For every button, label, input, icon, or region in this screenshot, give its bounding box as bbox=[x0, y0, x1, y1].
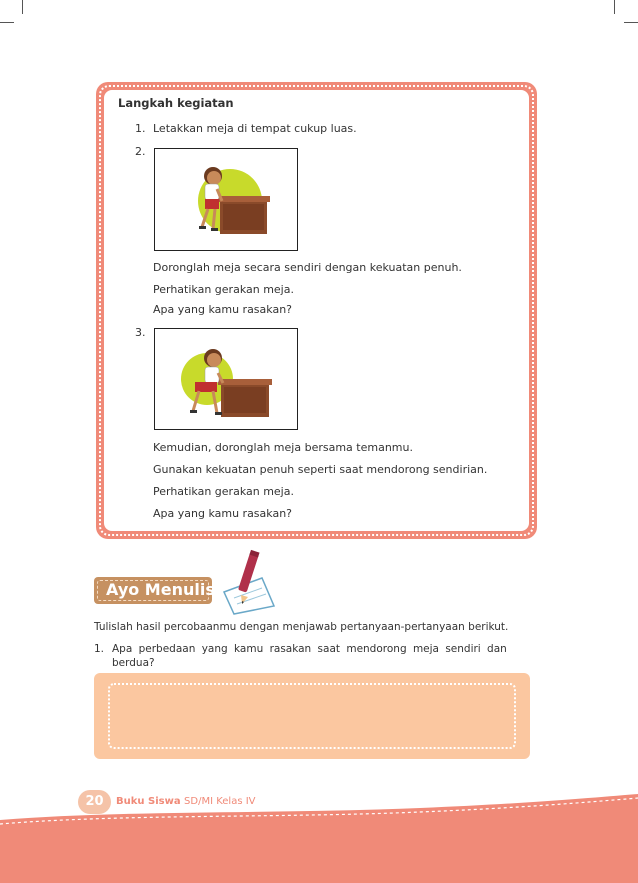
question-text: Apa perbedaan yang kamu rasakan saat mendorong meja sendiri dan bbox=[112, 643, 507, 655]
step-line: Doronglah meja secara sendiri dengan kekuatan penuh. bbox=[153, 261, 462, 274]
step-line: Kemudian, doronglah meja bersama temanmu. bbox=[153, 441, 413, 454]
book-title-sub: SD/MI Kelas IV bbox=[184, 796, 256, 807]
step-line: Apa yang kamu rasakan? bbox=[153, 507, 293, 520]
crop-mark bbox=[22, 0, 23, 14]
crop-mark bbox=[624, 22, 638, 23]
step-text: Letakkan meja di tempat cukup luas. bbox=[153, 122, 357, 135]
activity-heading: Langkah kegiatan bbox=[118, 96, 234, 110]
illustration-push-alone bbox=[154, 148, 298, 251]
section-title: Ayo Menulis bbox=[106, 580, 215, 599]
answer-box[interactable] bbox=[94, 673, 530, 759]
illustration-push-together bbox=[154, 328, 298, 430]
question-text-continued: berdua? bbox=[112, 657, 155, 669]
step-number: 1. bbox=[135, 122, 146, 135]
step-number: 2. bbox=[135, 145, 146, 158]
crop-mark bbox=[614, 0, 615, 14]
step-line: Gunakan kekuatan penuh seperti saat mendorong sendirian. bbox=[153, 463, 488, 476]
step-number: 3. bbox=[135, 326, 146, 339]
step-line: Perhatikan gerakan meja. bbox=[153, 283, 294, 296]
book-title bbox=[116, 796, 256, 807]
step-line: Apa yang kamu rasakan? bbox=[153, 303, 293, 316]
instruction-text: Tulislah hasil percobaanmu dengan menjawab pertanyaan-pertanyaan berikut. bbox=[94, 621, 509, 633]
page-number: 20 bbox=[78, 790, 111, 814]
book-title-main: Buku Siswa bbox=[116, 796, 181, 807]
push-together-drawing bbox=[155, 329, 297, 429]
push-alone-drawing bbox=[155, 149, 297, 250]
pencil-paper-icon bbox=[210, 548, 280, 618]
step-line: Perhatikan gerakan meja. bbox=[153, 485, 294, 498]
answer-box-border bbox=[108, 683, 516, 749]
crop-mark bbox=[0, 22, 14, 23]
question-number: 1. bbox=[94, 643, 105, 655]
